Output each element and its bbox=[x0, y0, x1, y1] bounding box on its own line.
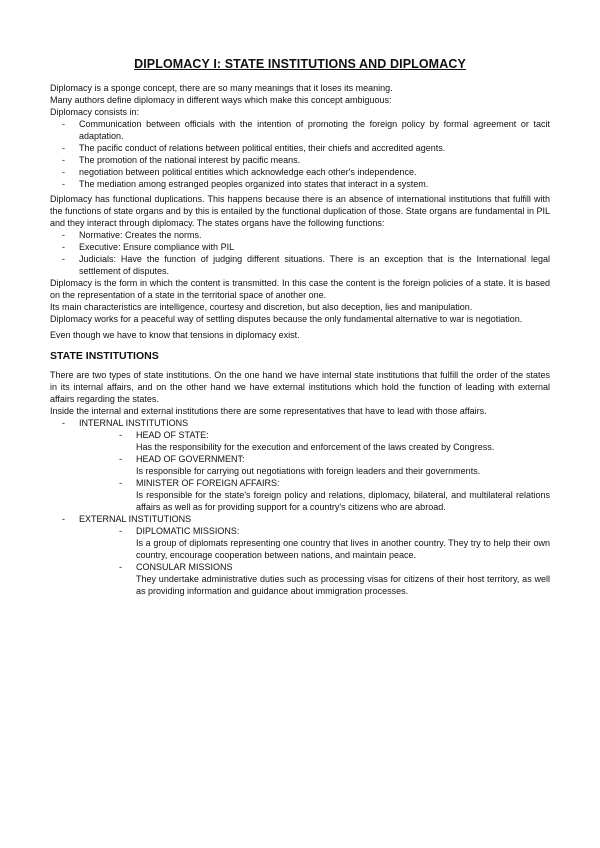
institutions-list bbox=[50, 417, 550, 597]
sub-item-heading: - MINISTER OF FOREIGN AFFAIRS: bbox=[136, 478, 280, 488]
sub-item-heading: - CONSULAR MISSIONS bbox=[136, 562, 233, 572]
list-item: - The pacific conduct of relations between political entities, their chiefs and accredited agents. bbox=[50, 142, 550, 154]
sub-item-description: Has the responsibility for the execution and enforcement of the laws created by Congress. bbox=[136, 442, 495, 452]
consists-list bbox=[50, 118, 550, 190]
list-item: - The mediation among estranged peoples organized into states that interact in a system. bbox=[50, 178, 550, 190]
sub-item-minister-foreign-affairs bbox=[79, 477, 550, 513]
sub-item-diplomatic-missions bbox=[79, 525, 550, 561]
document-title: DIPLOMACY I: STATE INSTITUTIONS AND DIPLOMACY bbox=[134, 57, 466, 71]
sub-item-consular-missions bbox=[79, 561, 550, 597]
list-item: - Communication between officials with the intention of promoting the foreign policy by formal agreement or tacit adaptation. bbox=[50, 118, 550, 142]
functional-paragraph: Diplomacy has functional duplications. This happens because there is an absence of international institutions that fulfill with the functions of state organs and by this is entailed by the functional duplication of those. State organs are fundamental in PIL and they interact through diplomacy. The states organs have the following functions: bbox=[50, 194, 550, 228]
group-label: INTERNAL INSTITUTIONS bbox=[79, 418, 189, 428]
internal-institutions-group bbox=[50, 417, 550, 513]
list-item: - Normative: Creates the norms. bbox=[50, 229, 550, 241]
sub-item-description: Is a group of diplomats representing one country that lives in another country. They try to help their own country, encourage cooperation between nations, and maintain peace. bbox=[136, 538, 550, 560]
intro-line: Diplomacy consists in: bbox=[50, 107, 140, 117]
internal-institutions-list bbox=[79, 429, 550, 513]
institutions-paragraph: Inside the internal and external institutions there are some representatives that have to lead with those affairs. bbox=[50, 406, 487, 416]
intro-line: Diplomacy is a sponge concept, there are so many meanings that it loses its meaning. bbox=[50, 83, 393, 93]
functions-list bbox=[50, 229, 550, 277]
document-page bbox=[50, 57, 550, 597]
intro-line: Many authors define diplomacy in different ways which make this concept ambiguous: bbox=[50, 95, 392, 105]
form-paragraph: Its main characteristics are intelligence, courtesy and discretion, but also deception, lies and manipulation. bbox=[50, 302, 473, 312]
list-item: - The promotion of the national interest by pacific means. bbox=[50, 154, 550, 166]
institutions-paragraph: There are two types of state institutions. On the one hand we have internal state institutions that fulfill the order of the states in its internal affairs, and on the other hand we have external institutions which hold the function of leading with external affairs regarding the states. bbox=[50, 370, 550, 404]
sub-item-description: They undertake administrative duties such as processing visas for citizens of their host territory, as well as providing information and guidance about immigration processes. bbox=[136, 574, 550, 596]
list-item: - Judicials: Have the function of judging different situations. There is an exception that is the International legal settlement of disputes. bbox=[50, 253, 550, 277]
group-label: EXTERNAL INSTITUTIONS bbox=[79, 514, 192, 524]
external-institutions-list bbox=[79, 525, 550, 597]
sub-item-head-of-government bbox=[79, 453, 550, 477]
form-paragraph: Diplomacy is the form in which the content is transmitted. In this case the content is the foreign policies of a state. It is based on the representation of a state in the territorial space of another one. bbox=[50, 278, 550, 300]
list-item: - Executive: Ensure compliance with PIL bbox=[50, 241, 550, 253]
section-heading: STATE INSTITUTIONS bbox=[50, 350, 159, 362]
sub-item-description: Is responsible for the state's foreign policy and relations, diplomacy, bilateral, and multilateral relations affairs as well as for providing support for a country's citizens who are abroad. bbox=[136, 490, 550, 512]
sub-item-head-of-state bbox=[79, 429, 550, 453]
sub-item-heading: - HEAD OF STATE: bbox=[136, 430, 209, 440]
external-institutions-group bbox=[50, 513, 550, 597]
tensions-paragraph: Even though we have to know that tensions in diplomacy exist. bbox=[50, 330, 300, 340]
sub-item-description: Is responsible for carrying out negotiations with foreign leaders and their governments. bbox=[136, 466, 481, 476]
form-paragraph: Diplomacy works for a peaceful way of settling disputes because the only fundamental alternative to war is negotiation. bbox=[50, 314, 523, 324]
list-item: - negotiation between political entities which acknowledge each other's independence. bbox=[50, 166, 550, 178]
sub-item-heading: - HEAD OF GOVERNMENT: bbox=[136, 454, 245, 464]
sub-item-heading: - DIPLOMATIC MISSIONS: bbox=[136, 526, 240, 536]
